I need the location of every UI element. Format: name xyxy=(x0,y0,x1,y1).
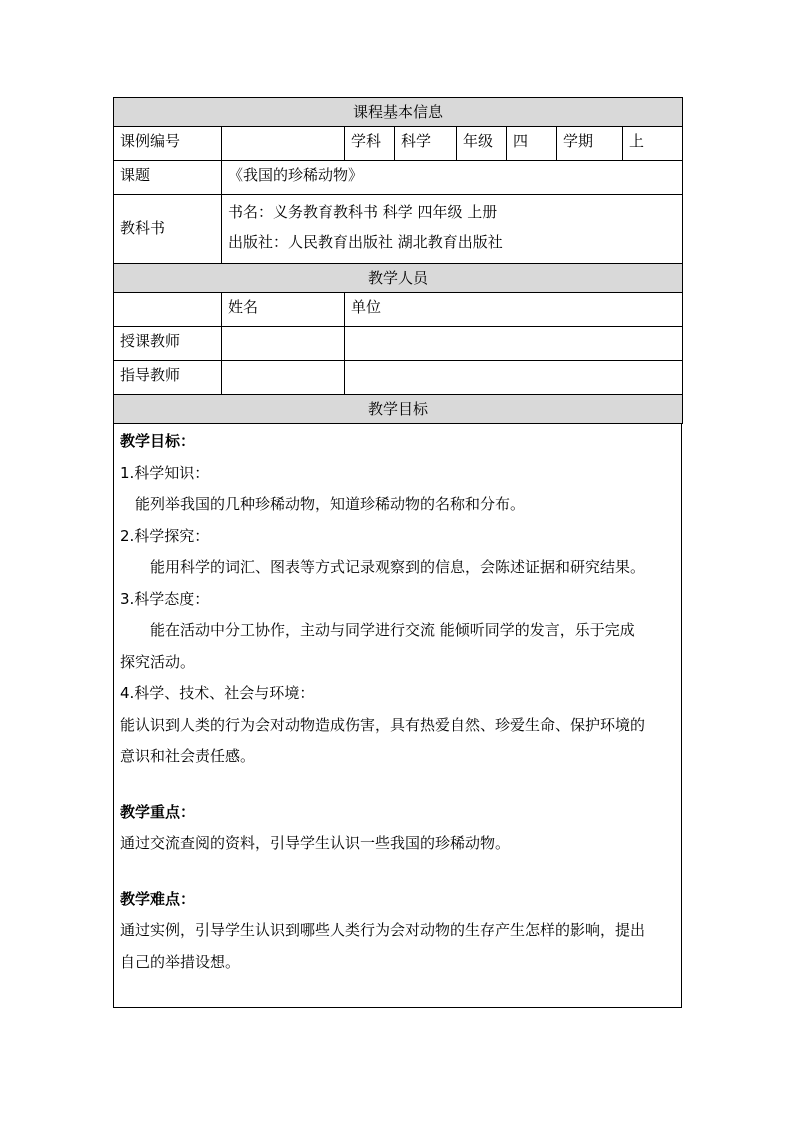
spacer xyxy=(120,773,681,797)
section-header-basic-info: 课程基本信息 xyxy=(114,98,683,127)
subject-value: 科学 xyxy=(395,127,457,161)
textbook-label: 教科书 xyxy=(114,195,222,264)
objective-4-text-line2: 意识和社会责任感。 xyxy=(120,747,256,765)
grade-value: 四 xyxy=(507,127,557,161)
mentor-name xyxy=(222,361,345,395)
difficult-points-text-line1: 通过实例，引导学生认识到哪些人类行为会对动物的生存产生怎样的影响，提出 xyxy=(120,921,646,939)
objective-4-text-line1: 能认识到人类的行为会对动物造成伤害，具有热爱自然、珍爱生命、保护环境的 xyxy=(120,715,646,734)
teacher-unit xyxy=(345,327,683,361)
objective-1-title: 1.科学知识： xyxy=(120,463,210,482)
teacher-name xyxy=(222,327,345,361)
mentor-unit xyxy=(345,361,683,395)
case-no-value xyxy=(222,127,345,161)
term-value: 上 xyxy=(623,127,683,161)
objectives-body xyxy=(113,424,682,1008)
grade-label: 年级 xyxy=(457,127,507,161)
section-header-staff: 教学人员 xyxy=(114,264,683,293)
staff-unit-header: 单位 xyxy=(345,293,683,327)
textbook-value xyxy=(222,195,683,264)
objectives-heading: 教学目标： xyxy=(120,432,196,450)
staff-corner-cell xyxy=(114,293,222,327)
objective-4-title: 4.科学、技术、社会与环境： xyxy=(120,684,315,702)
difficult-points-heading: 教学难点： xyxy=(120,889,196,908)
objective-3-text-line2: 探究活动。 xyxy=(120,652,196,671)
objective-2-text: 能用科学的词汇、图表等方式记录观察到的信息，会陈述证据和研究结果。 xyxy=(150,558,646,576)
objective-3-text-line1: 能在活动中分工协作，主动与同学进行交流 能倾听同学的发言，乐于完成 xyxy=(150,621,635,639)
key-points-heading: 教学重点： xyxy=(120,802,196,821)
topic-label: 课题 xyxy=(114,161,222,195)
textbook-title-line: 书名：义务教育教科书 科学 四年级 上册 xyxy=(228,203,498,221)
objective-3-title: 3.科学态度： xyxy=(120,589,210,608)
mentor-label: 指导教师 xyxy=(114,361,222,395)
topic-value: 《我国的珍稀动物》 xyxy=(222,161,683,195)
difficult-points-text-line2: 自己的举措设想。 xyxy=(120,952,241,971)
teacher-label: 授课教师 xyxy=(114,327,222,361)
lesson-plan-document xyxy=(113,97,682,1008)
subject-label: 学科 xyxy=(345,127,395,161)
spacer xyxy=(120,860,681,884)
objective-2-title: 2.科学探究： xyxy=(120,526,210,545)
case-no-label: 课例编号 xyxy=(114,127,222,161)
key-points-text: 通过交流查阅的资料，引导学生认识一些我国的珍稀动物。 xyxy=(120,834,511,852)
objective-1-text: 能列举我国的几种珍稀动物，知道珍稀动物的名称和分布。 xyxy=(135,495,526,513)
staff-name-header: 姓名 xyxy=(222,293,345,327)
textbook-publisher-line: 出版社：人民教育出版社 湖北教育出版社 xyxy=(228,233,503,251)
section-header-objectives: 教学目标 xyxy=(114,395,683,424)
term-label: 学期 xyxy=(557,127,623,161)
course-info-table xyxy=(113,97,683,424)
